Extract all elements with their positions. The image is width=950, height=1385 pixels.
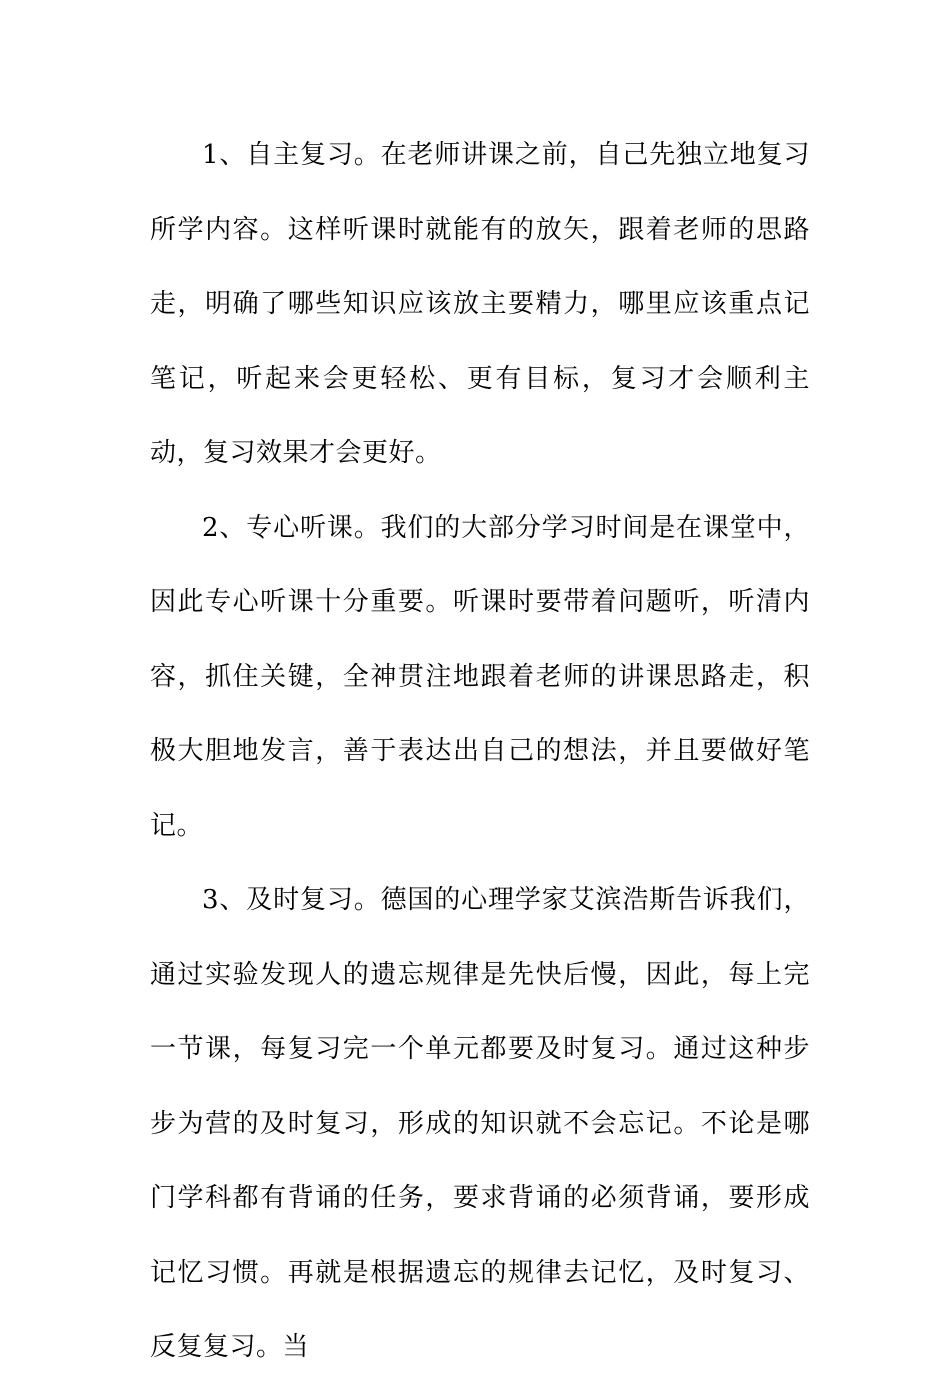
document-body xyxy=(150,118,810,1385)
paragraph-attentive-listening: 2、专心听课。我们的大部分学习时间是在课堂中，因此专心听课十分重要。听课时要带着问题听，听清内容，抓住关键，全神贯注地跟着老师的讲课思路走，积极大胆地发言，善于表达出自己的想法，并且要做好笔记。 xyxy=(150,512,810,841)
paragraph-self-review: 1、自主复习。在老师讲课之前，自己先独立地复习所学内容。这样听课时就能有的放矢，跟着老师的思路走，明确了哪些知识应该放主要精力，哪里应该重点记笔记，听起来会更轻松、更有目标，复习才会顺利主动，复习效果才会更好。 xyxy=(150,140,810,468)
paragraph-timely-review: 3、及时复习。德国的心理学家艾滨浩斯告诉我们，通过实验发现人的遗忘规律是先快后慢，因此，每上完一节课，每复习完一个单元都要及时复习。通过这种步步为营的及时复习，形成的知识就不会忘记。不论是哪门学科都有背诵的任务，要求背诵的必须背诵，要形成记忆习惯。再就是根据遗忘的规律去记忆，及时复习、反复复习。当 xyxy=(150,885,810,1362)
